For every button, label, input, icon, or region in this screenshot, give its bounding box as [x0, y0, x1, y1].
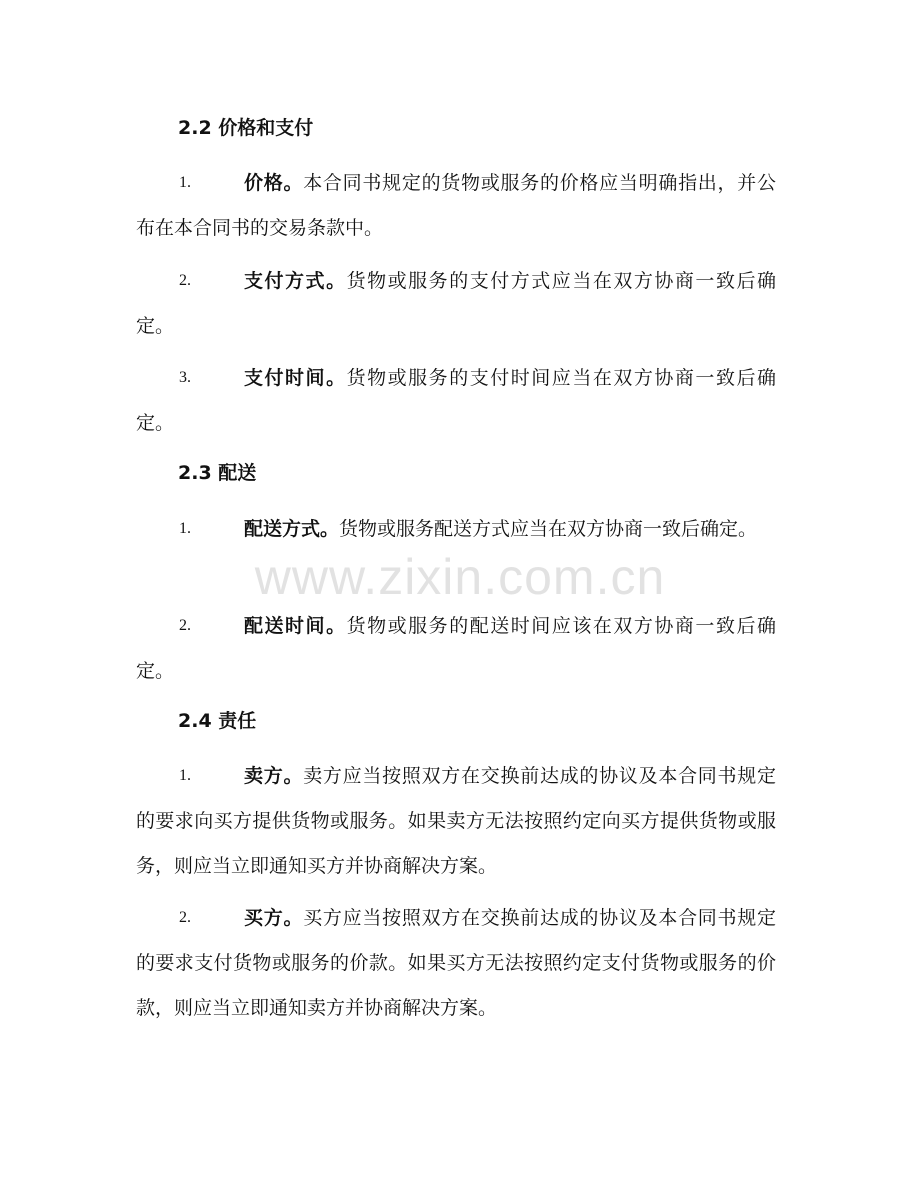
item-body: 买方应当按照双方在交换前达成的协议及本合同书规定的要求支付货物或服务的价款。如果买方无法按照约定支付货物或服务的价款，则应当立即通知卖方并协商解决方案。: [136, 907, 776, 1019]
item-paragraph: [136, 161, 776, 251]
item-paragraph: [136, 604, 776, 694]
item-paragraph: [136, 259, 776, 349]
item-term: 配送方式。: [244, 518, 340, 540]
item-body: 货物或服务配送方式应当在双方协商一致后确定。: [339, 518, 758, 540]
item-paragraph: [136, 507, 776, 552]
item-number: 1.: [179, 174, 191, 191]
item-body: 卖方应当按照双方在交换前达成的协议及本合同书规定的要求向买方提供货物或服务。如果卖方无法按照约定向买方提供货物或服务，则应当立即通知买方并协商解决方案。: [136, 765, 776, 877]
item-term: 卖方。: [244, 765, 304, 787]
section-heading-delivery: 2.3 配送: [178, 462, 257, 484]
list-item-seller: [136, 765, 776, 889]
item-number: 3.: [179, 369, 191, 386]
watermark-text: www.zixin.com.cn: [254, 549, 666, 605]
list-item-price: [136, 172, 776, 251]
item-body: 货物或服务的配送时间应该在双方协商一致后确定。: [136, 615, 776, 682]
section-heading-price-payment: 2.2 价格和支付: [178, 117, 314, 139]
list-item-buyer: [136, 907, 776, 1031]
section-heading-liability: 2.4 责任: [178, 710, 257, 732]
item-term: 支付方式。: [244, 270, 347, 292]
list-item-payment-method: [136, 270, 776, 349]
item-term: 配送时间。: [244, 615, 347, 637]
item-body: 货物或服务的支付方式应当在双方协商一致后确定。: [136, 270, 776, 337]
item-term: 买方。: [244, 907, 304, 929]
item-body: 货物或服务的支付时间应当在双方协商一致后确定。: [136, 367, 776, 434]
list-item-delivery-method: [136, 518, 776, 552]
list-item-delivery-time: [136, 615, 776, 694]
item-paragraph: [136, 896, 776, 1031]
list-item-payment-time: [136, 367, 776, 446]
item-number: 1.: [179, 767, 191, 784]
item-number: 2.: [179, 909, 191, 926]
item-body: 本合同书规定的货物或服务的价格应当明确指出，并公布在本合同书的交易条款中。: [136, 172, 776, 239]
item-number: 1.: [179, 520, 191, 537]
item-term: 支付时间。: [244, 367, 347, 389]
item-term: 价格。: [244, 172, 304, 194]
item-paragraph: [136, 356, 776, 446]
item-number: 2.: [179, 617, 191, 634]
item-paragraph: [136, 754, 776, 889]
item-number: 2.: [179, 272, 191, 289]
